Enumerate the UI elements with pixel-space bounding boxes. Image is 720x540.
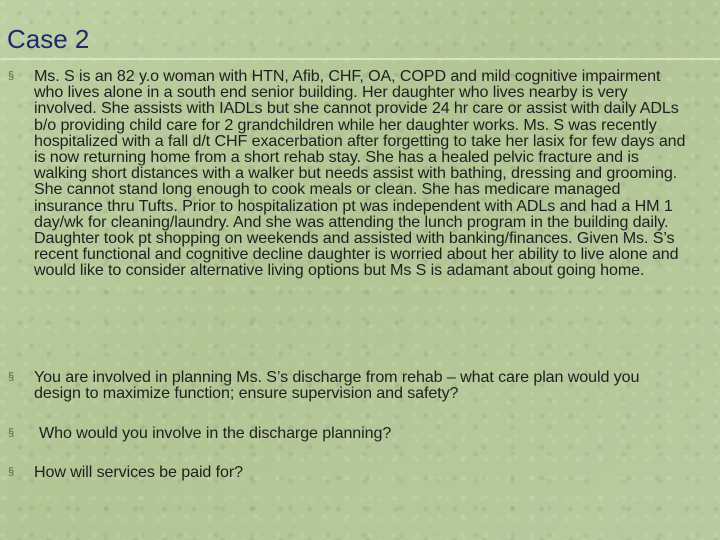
bullet-text-payment-question: How will services be paid for?	[34, 463, 243, 481]
bullet-marker-icon: §	[8, 371, 15, 383]
bullet-marker-icon: §	[8, 466, 15, 478]
bullet-text-care-plan-question: You are involved in planning Ms. S’s discharge from rehab – what care plan would you design to maximize function; ensure supervision and safety?	[34, 368, 640, 403]
title-divider	[0, 58, 720, 60]
bullet-marker-icon: §	[8, 427, 15, 439]
bullet-text-case-description: Ms. S is an 82 y.o woman with HTN, Afib, CHF, OA, COPD and mild cognitive impairment who lives alone in a south end senior building. Her daughter who lives nearby is very involved. She assists with IADLs but she cannot provide 24 hr care or assist with daily ADLs b/o providing child care for 2 grandchildren while her daughter works. Ms. S was recently hospitalized with a fall d/t CHF exacerbation after forgetting to take her lasix for few days and is now returning home from a short rehab stay. She has a healed pelvic fracture and is walking short distances with a walker but needs assist with bathing, dressing and grooming. She cannot stand long enough to cook meals or clean. She has medicare managed insurance thru Tufts. Prior to hospitalization pt was independent with ADLs and had a HM 1 day/wk for cleaning/laundry. And she was attending the lunch program in the building daily. Daughter took pt shopping on weekends and assisted with banking/finances. Given Ms. S’s recent functional and cognitive decline daughter is worried about her ability to live alone and would like to consider alternative living options but Ms S is adamant about going home.	[34, 67, 686, 280]
slide-title: Case 2	[7, 24, 90, 54]
bullet-text-discharge-team-question: Who would you involve in the discharge planning?	[39, 424, 392, 442]
bullet-marker-icon: §	[8, 70, 15, 82]
